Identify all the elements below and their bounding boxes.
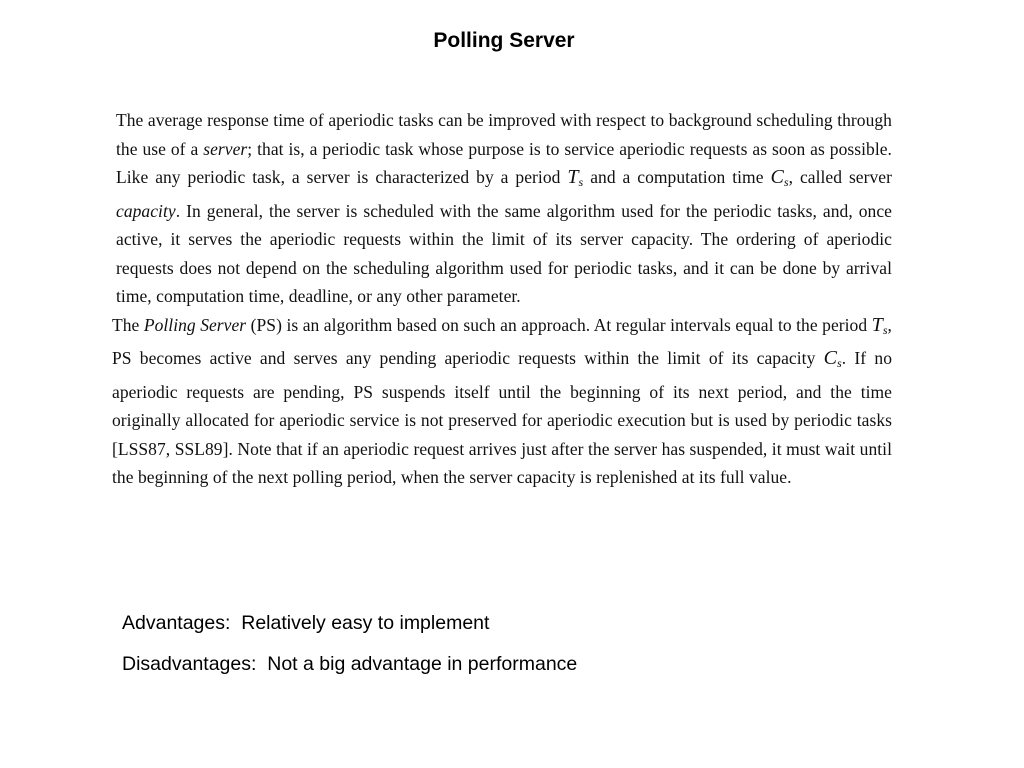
slide-title: Polling Server [433, 29, 575, 52]
excerpt-paragraph-2 [112, 311, 892, 492]
p2-capacity-subscript: s [837, 356, 842, 370]
p1-period-subscript: s [578, 175, 584, 189]
disadvantages-note: Disadvantages: Not a big advantage in performance [122, 653, 578, 675]
p1-period-symbol [567, 166, 583, 188]
p1-intro: The average response time of aperiodic tasks can be improved with respect to background scheduling through the use of a [116, 110, 892, 159]
p1-capacity-letter: C [770, 166, 784, 188]
p1-capacity-term: capacity [116, 200, 176, 221]
p1-period-letter: T [567, 166, 579, 188]
p2-capacity-symbol [824, 347, 842, 369]
p2-part2: (PS) is an algorithm based on such an approach. At regular intervals equal to the period [246, 314, 872, 335]
p1-server-term: server [203, 138, 248, 159]
advantages-note: Advantages: Relatively easy to implement [122, 612, 490, 634]
scanned-excerpt [112, 106, 892, 492]
p2-part3: , PS becomes active and serves any pending aperiodic requests within the limit of its capacity [112, 314, 892, 368]
p1-part5: . In general, the server is scheduled with the same algorithm used for the periodic tasks, and, once active, it serves the aperiodic requests within the limit of its server capacity. The ordering of aperiodic requests does not depend on the scheduling algorithm used for periodic tasks, and it can be done by arrival time, computation time, deadline, or any other parameter. [116, 200, 892, 306]
p1-part3: and a computation time [583, 167, 771, 187]
p2-period-letter: T [871, 313, 883, 336]
excerpt-paragraph-1 [112, 106, 892, 311]
p1-capacity-symbol [770, 166, 788, 188]
p2-capacity-letter: C [823, 347, 837, 369]
p1-capacity-subscript: s [783, 175, 789, 189]
p2-period-subscript: s [882, 322, 888, 337]
p2-lead: The [112, 314, 144, 335]
p1-part4: , called server [788, 167, 892, 187]
p1-part2: ; that is, a periodic task whose purpose is to service aperiodic requests as soon as possible. Like any periodic task, a server is characterized by a period [116, 138, 892, 187]
notes-list [122, 612, 577, 694]
p2-ps-term: Polling Server [143, 314, 247, 335]
p2-part4: . If no aperiodic requests are pending, PS suspends itself until the beginning of its next period, and the time originally allocated for aperiodic service is not preserved for aperiodic execution but is used by periodic tasks [LSS87, SSL89]. Note that if an aperiodic request arrives just after the server has suspended, it must wait until the beginning of the next polling period, when the server capacity is replenished at its full value. [112, 348, 892, 487]
p2-period-symbol [872, 314, 888, 336]
